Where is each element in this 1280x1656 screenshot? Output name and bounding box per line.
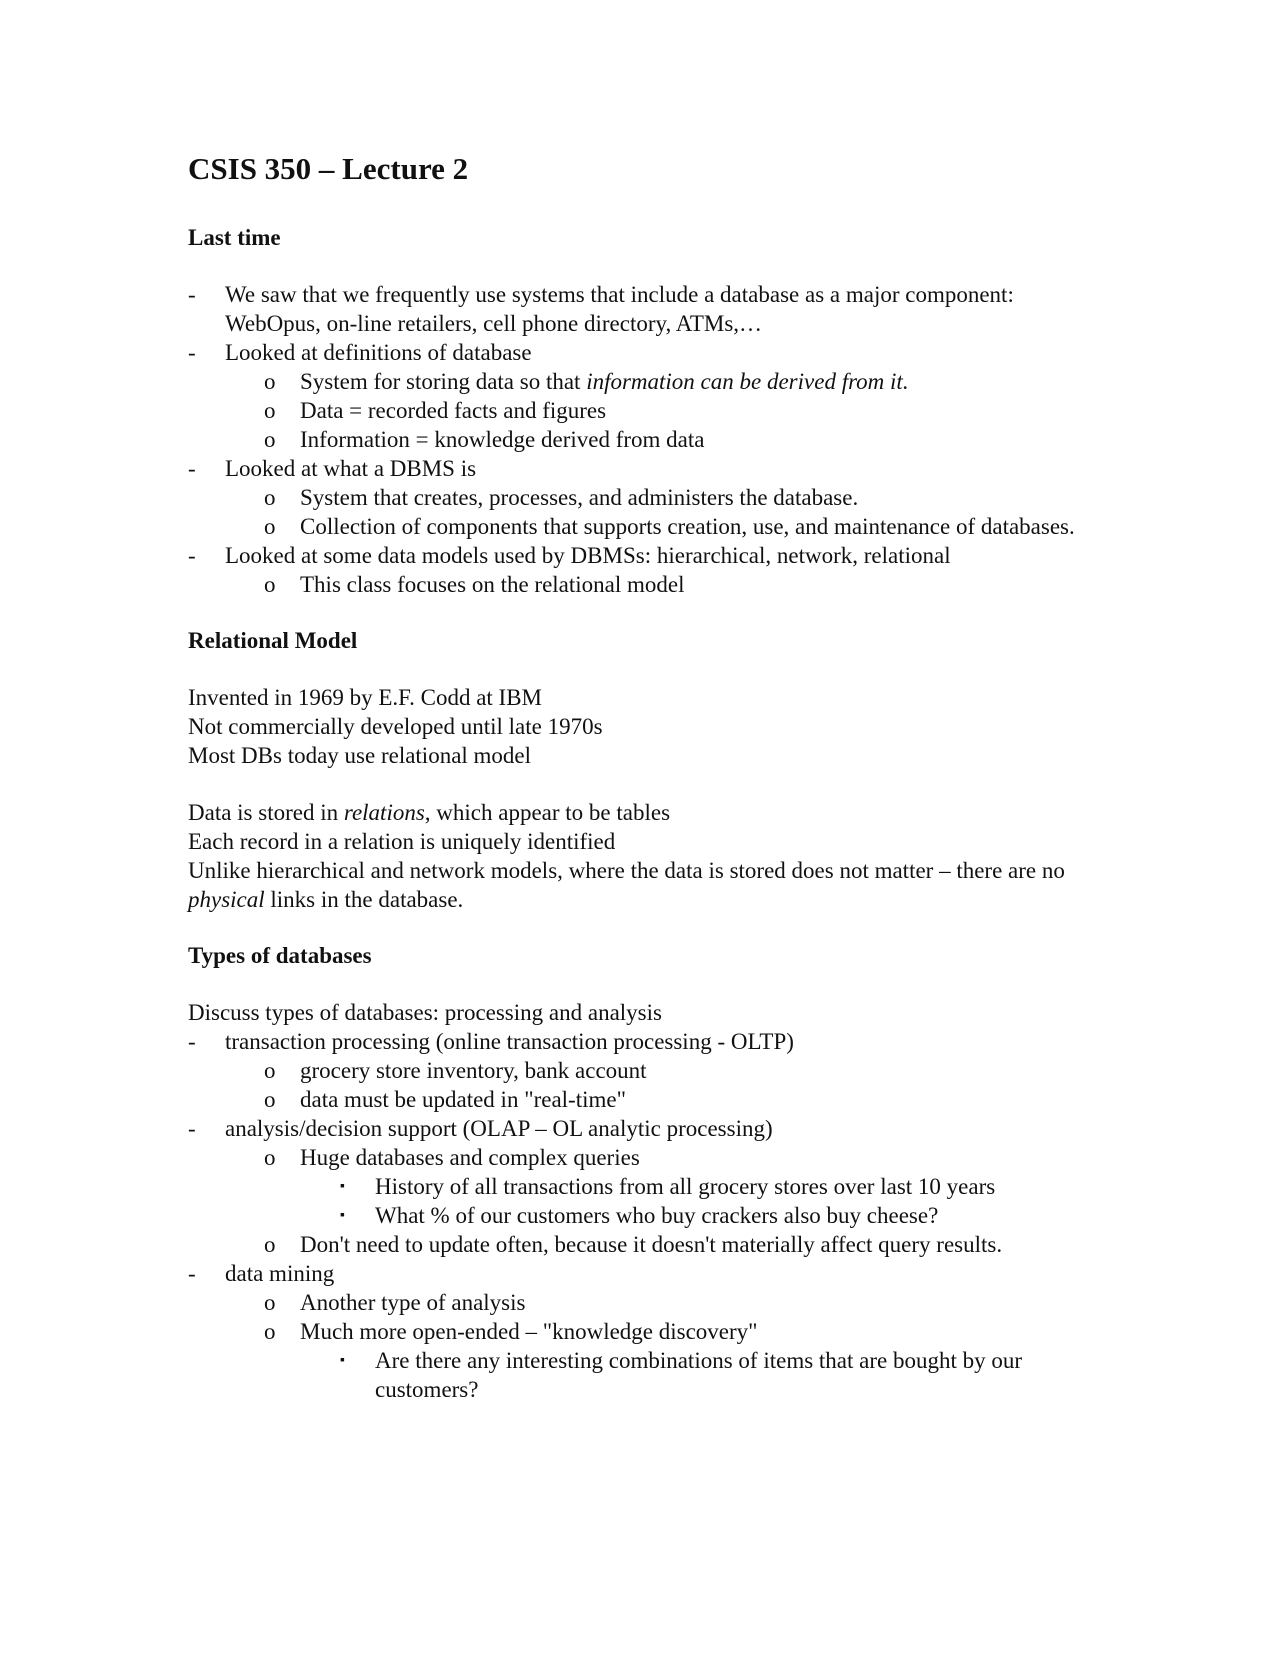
list-item: o grocery store inventory, bank account [264, 1058, 647, 1083]
square-bullet: ▪ [340, 1208, 345, 1223]
list-item: o Huge databases and complex queries [264, 1145, 640, 1170]
text-line: Most DBs today use relational model [188, 743, 532, 768]
dash-bullet: - [188, 1261, 196, 1286]
document-page [188, 150, 1108, 1432]
dash-bullet: - [188, 543, 196, 568]
list-item: ▪ Are there any interesting combinations of items that are bought by our customers? [340, 1348, 1023, 1402]
emphasis-text: relations [343, 800, 425, 825]
text-line: Unlike hierarchical and network models, where the data is stored does not matter – there are no physical links in the database. [188, 858, 1065, 912]
circle-bullet: o [264, 398, 276, 423]
list-item: - Looked at definitions of database [188, 340, 532, 365]
list-item: o Another type of analysis [264, 1290, 526, 1315]
square-bullet: ▪ [340, 1179, 345, 1194]
circle-bullet: o [264, 485, 276, 510]
list-item: o Much more open-ended – "knowledge discovery" [264, 1319, 758, 1344]
list-item: - Looked at what a DBMS is [188, 456, 477, 481]
list-item: o This class focuses on the relational model [264, 572, 685, 597]
circle-bullet: o [264, 369, 276, 394]
list-item: - data mining [188, 1261, 335, 1286]
circle-bullet: o [264, 1319, 276, 1344]
section-relational-model [188, 627, 1108, 914]
dash-bullet: - [188, 340, 196, 365]
list-item: - Looked at some data models used by DBMSs: hierarchical, network, relational [188, 543, 951, 568]
section-last-time [188, 224, 1108, 599]
list-item: o Information = knowledge derived from data [264, 427, 705, 452]
list-item: o System for storing data so that information can be derived from it. [264, 369, 909, 394]
circle-bullet: o [264, 427, 276, 452]
section-types-of-databases [188, 942, 1108, 1404]
paragraph [188, 683, 1108, 770]
list-item: o Don't need to update often, because it doesn't materially affect query results. [264, 1232, 1003, 1257]
list-item: ▪ History of all transactions from all grocery stores over last 10 years [340, 1174, 996, 1199]
circle-bullet: o [264, 572, 276, 597]
circle-bullet: o [264, 1232, 276, 1257]
circle-bullet: o [264, 514, 276, 539]
circle-bullet: o [264, 1290, 276, 1315]
list-item: o data must be updated in "real-time" [264, 1087, 626, 1112]
document-title: CSIS 350 – Lecture 2 [188, 151, 469, 186]
list-item: o Data = recorded facts and figures [264, 398, 607, 423]
list-item: o Collection of components that supports creation, use, and maintenance of databases. [264, 514, 1075, 539]
list-item: - analysis/decision support (OLAP – OL analytic processing) [188, 1116, 773, 1141]
dash-bullet: - [188, 282, 196, 307]
text-line: Discuss types of databases: processing and analysis [188, 1000, 662, 1025]
text-line: Data is stored in relations, which appear to be tables [188, 800, 671, 825]
section-heading-types-of-databases: Types of databases [188, 943, 372, 968]
paragraph [188, 798, 1108, 914]
text-line: Invented in 1969 by E.F. Codd at IBM [188, 685, 542, 710]
text-line: Not commercially developed until late 1970s [188, 714, 603, 739]
list-item: - transaction processing (online transaction processing - OLTP) [188, 1029, 794, 1054]
square-bullet: ▪ [340, 1353, 345, 1368]
dash-bullet: - [188, 1116, 196, 1141]
circle-bullet: o [264, 1087, 276, 1112]
list-item: - We saw that we frequently use systems that include a database as a major component: WebOpus, on-line retailers, cell phone directory, ATMs,… [188, 282, 1014, 336]
list-item: o System that creates, processes, and administers the database. [264, 485, 859, 510]
list-item: ▪ What % of our customers who buy crackers also buy cheese? [340, 1203, 939, 1228]
emphasis-text: information can be derived from it. [586, 369, 909, 394]
dash-bullet: - [188, 456, 196, 481]
circle-bullet: o [264, 1058, 276, 1083]
text-line: Each record in a relation is uniquely identified [188, 829, 616, 854]
section-heading-relational-model: Relational Model [188, 628, 358, 653]
dash-bullet: - [188, 1029, 196, 1054]
section-heading-last-time: Last time [188, 225, 281, 250]
emphasis-text: physical [188, 887, 265, 912]
circle-bullet: o [264, 1145, 276, 1170]
